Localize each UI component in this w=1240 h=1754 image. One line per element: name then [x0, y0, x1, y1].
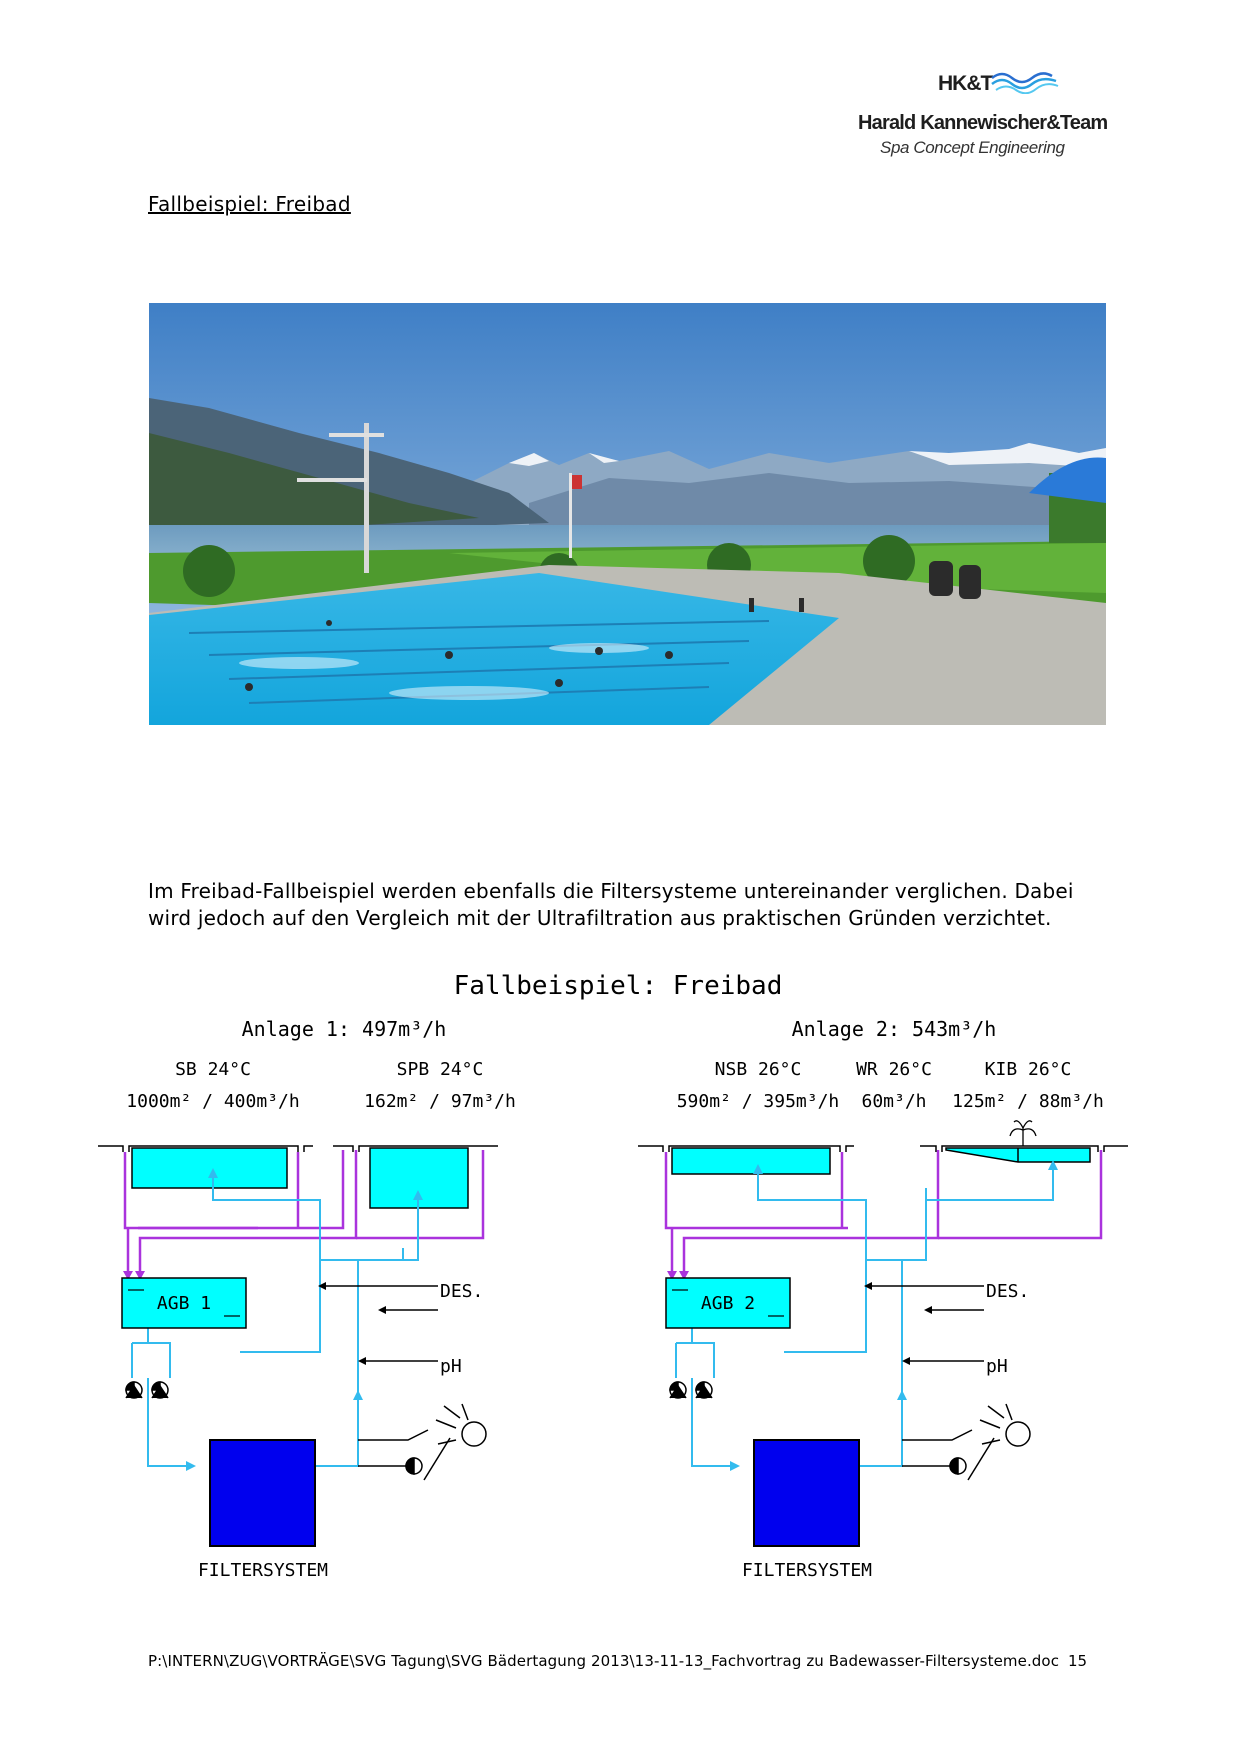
filter-box-2: [754, 1440, 859, 1546]
wave-icon: [990, 70, 1060, 94]
tank-label-2: AGB 2: [700, 1293, 756, 1314]
pool-basin-sb: [132, 1148, 287, 1188]
pool-wr-spec: 60m³/h: [861, 1091, 927, 1112]
uv-sensor-icon: [902, 1404, 1030, 1480]
company-logo: [858, 68, 1128, 168]
uv-sensor-icon: [358, 1404, 486, 1480]
pool-sb-name: SB 24°C: [175, 1059, 251, 1080]
logo-tagline: Spa Concept Engineering: [880, 138, 1065, 157]
plant1-title: Anlage 1: 497m³/h: [241, 1017, 447, 1041]
plant2-title: Anlage 2: 543m³/h: [791, 1017, 997, 1041]
footer-file-path: P:\INTERN\ZUG\VORTRÄGE\SVG Tagung\SVG Bädertagung 2013\13-11-13_Fachvortrag zu Badewasser-Filtersysteme.doc: [148, 1652, 1060, 1670]
pool-sb-spec: 1000m² / 400m³/h: [126, 1091, 300, 1112]
pool-basin-kib: [946, 1148, 1090, 1162]
logo-company-name: Harald Kannewischer&Team: [858, 112, 1108, 134]
outdoor-pool-photo: [149, 303, 1106, 725]
ph-label-2: pH: [986, 1356, 1008, 1377]
pool-spb-name: SPB 24°C: [396, 1059, 484, 1080]
filter-box-1: [210, 1440, 315, 1546]
tank-label-1: AGB 1: [156, 1293, 212, 1314]
fountain-icon: [1010, 1121, 1036, 1146]
pool-wr-name: WR 26°C: [856, 1059, 932, 1080]
pool-nsb-spec: 590m² / 395m³/h: [676, 1091, 840, 1112]
logo-abbreviation: HK&T: [938, 72, 993, 95]
filter-system-diagram: [88, 960, 1158, 1600]
page-number: 15: [1068, 1652, 1088, 1670]
filter-label-2: FILTERSYSTEM: [741, 1560, 873, 1581]
diagram-title: Fallbeispiel: Freibad: [453, 971, 783, 1001]
paragraph-line: Im Freibad-Fallbeispiel werden ebenfalls die Filtersysteme untereinander verglichen. Dabei: [148, 879, 1074, 903]
des-label-1: DES.: [440, 1281, 484, 1302]
paragraph-line: wird jedoch auf den Vergleich mit der Ultrafiltration aus praktischen Gründen verzichtet.: [148, 906, 1052, 930]
pool-basin-nsb: [672, 1148, 830, 1174]
pool-kib-spec: 125m² / 88m³/h: [952, 1091, 1104, 1112]
pool-spb-spec: 162m² / 97m³/h: [364, 1091, 516, 1112]
des-label-2: DES.: [986, 1281, 1030, 1302]
body-paragraph: [148, 878, 1098, 932]
filter-label-1: FILTERSYSTEM: [197, 1560, 329, 1581]
pool-nsb-name: NSB 26°C: [714, 1059, 802, 1080]
pool-kib-name: KIB 26°C: [984, 1059, 1072, 1080]
ph-label-1: pH: [440, 1356, 462, 1377]
section-heading: Fallbeispiel: Freibad: [148, 192, 351, 216]
